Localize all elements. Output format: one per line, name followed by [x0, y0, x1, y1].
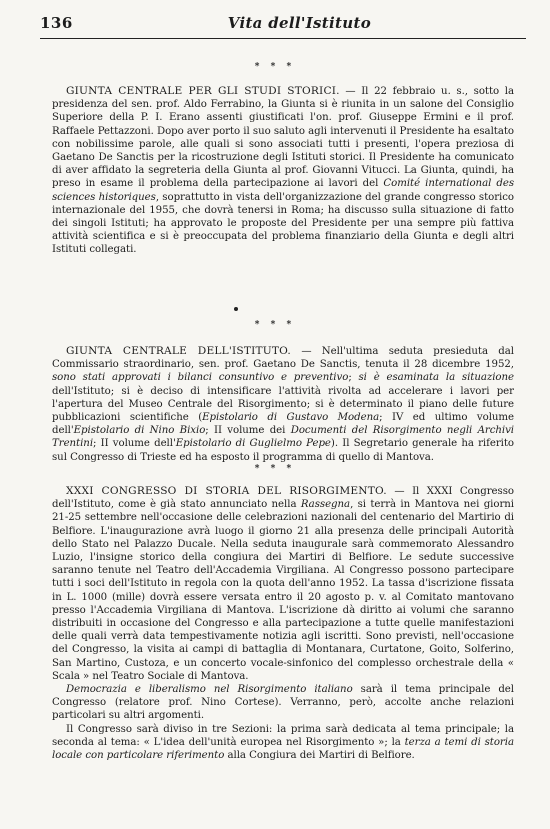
- body-text: , si terrà in Mantova nei giorni 21-25 settembre nell'occasione delle celebrazioni nazionali del centenario del Martirio di Belfiore. L'inaugurazione avrà luogo il giorno 21 alla presenza delle principali Autorità dello Stato nel Palazzo Ducale. Nella seduta inaugurale sarà commemorato Alessandro Luzio, l'insigne storico della congiura dei Martiri di Belfiore. Le sedute successive saranno tenute nel Teatro dell'Accademia Virgiliana. Al Congresso possono partecipare tutti i soci dell'Istituto in regola con la quota dell'anno 1952. La tassa d'iscrizione fissata in L. 1000 (mille) dovrà essere versata entro il 20 agosto p. v. al Comitato mantovano presso l'Accademia Virgiliana di Mantova. L'iscrizione dà diritto ai volumi che saranno distribuiti in occasione del Congresso e alla partecipazione a tutte quelle manifestazioni delle quali verrà data tempestivamente notizia agli iscritti. Sono previsti, nell'occasione del Congresso, la visita ai campi di battaglia di Montanara, Curtatone, Goito, Solferino, San Martino, Custoza, e un concerto vocale-sinfonico del complesso orchestrale della « Scala » nel Teatro Sociale di Mantova.: [52, 499, 514, 682]
- body-text: alla Congiura dei Martiri di Belfiore.: [224, 750, 415, 762]
- italic-text: Democrazia e liberalismo nel Risorgimento italiano: [66, 684, 353, 696]
- body-text: ). Il Segretario generale ha riferito sul Congresso di Trieste ed ha esposto il programma di quello di Mantova.: [52, 438, 514, 463]
- body-text: — Il 22 febbraio u. s., sotto la presidenza del sen. prof. Aldo Ferrabino, la Giunta si è riunita in un salone del Consiglio Superiore della P. I. Erano assenti giustificati l'on. prof. Giuseppe Ermini e il prof. Raffaele Pettazzoni. Dopo aver porto il suo saluto agli intervenuti il Presidente ha esaltato con nobilissime parole, alle quali si sono associati tutti i presenti, l'opera preziosa di Gaetano De Sanctis per la ricostruzione degli Istituti storici. Il Presidente ha comunicato di aver affidato la segreteria della Giunta al prof. Giovanni Vitucci. La Giunta, quindi, ha preso in esame il problema della partecipazione ai lavori del: [52, 86, 515, 190]
- section-heading: GIUNTA CENTRALE PER GLI STUDI STORICI.: [66, 85, 340, 97]
- italic-text: Comité international des sciences historiques: [52, 178, 514, 203]
- section-paragraph: [52, 85, 514, 257]
- body-text: — Nell'ultima seduta presieduta dal Commissario straordinario, sen. prof. Gaetano De Sanctis, tenuta il 28 dicembre 1952,: [52, 346, 515, 371]
- page-header: [40, 14, 526, 36]
- italic-text: Epistolario di Guglielmo Pepe: [175, 438, 331, 450]
- section-paragraph: [52, 345, 514, 464]
- body-text: dell'Istituto; si è deciso di intensificare l'attività rivolta ad accelerare i lavori per l'apertura del Museo Centrale del Risorgimento; si è determinato il piano delle future pubblicazioni scientifiche (: [52, 385, 514, 424]
- header-rule: [40, 38, 526, 39]
- page-number: 136: [40, 14, 73, 32]
- italic-text: sono stati approvati i bilanci consuntivo e preventivo: [52, 372, 349, 384]
- body-text: , soprattutto in vista dell'organizzazione del grande congresso storico internazionale del 1955, che dovrà tenersi in Roma; ha discusso sulla situazione di fatto dei singoli Istituti; ha approvato le proposte del Presidente per una sempre più fattiva attività scientifica e si è preoccupata del problema finanziario della Giunta e degli altri Istituti collegati.: [52, 191, 514, 256]
- italic-text: Documenti del Risorgimento negli Archivi Trentini: [52, 425, 514, 450]
- section-separator: * * *: [254, 62, 296, 72]
- section-giunta-istituto: [52, 345, 514, 464]
- section-separator: * * *: [254, 320, 296, 330]
- section-paragraph: [52, 485, 514, 683]
- running-title: Vita dell'Istituto: [227, 14, 372, 32]
- stray-dot: [234, 307, 238, 311]
- italic-text: si è esaminata la situazione: [358, 372, 514, 384]
- section-paragraph: [52, 683, 514, 723]
- section-giunta-studi-storici: [52, 85, 514, 257]
- italic-text: Rassegna: [300, 499, 351, 511]
- body-text: ; IV ed ultimo volume dell': [52, 412, 514, 437]
- section-heading: GIUNTA CENTRALE DELL'ISTITUTO.: [66, 345, 291, 357]
- body-text: ;: [348, 372, 359, 384]
- italic-text: Epistolario di Gustavo Modena: [202, 412, 380, 424]
- body-text: sarà il tema principale del Congresso (relatore prof. Nino Cortese). Verranno, però, accolte anche relazioni particolari su altri argomenti.: [52, 684, 514, 722]
- italic-text: Epistolario di Nino Bixio: [73, 425, 206, 437]
- section-congresso-risorgimento: [52, 485, 514, 762]
- body-text: ; II volume dei: [205, 425, 291, 437]
- body-text: ; II volume dell': [93, 438, 176, 450]
- section-paragraph: [52, 723, 514, 763]
- italic-text: terza a temi di storia locale con particolare riferimento: [52, 736, 514, 762]
- section-heading: XXXI CONGRESSO DI STORIA DEL RISORGIMENTO.: [66, 485, 387, 497]
- section-separator: * * *: [254, 464, 296, 474]
- body-text: Il Congresso sarà diviso in tre Sezioni: la prima sarà dedicata al tema principale; la seconda al tema: « L'idea dell'unità europea nel Risorgimento »; la: [52, 723, 514, 748]
- body-text: — Il XXXI Congresso dell'Istituto, come è già stato annunciato nella: [52, 486, 514, 511]
